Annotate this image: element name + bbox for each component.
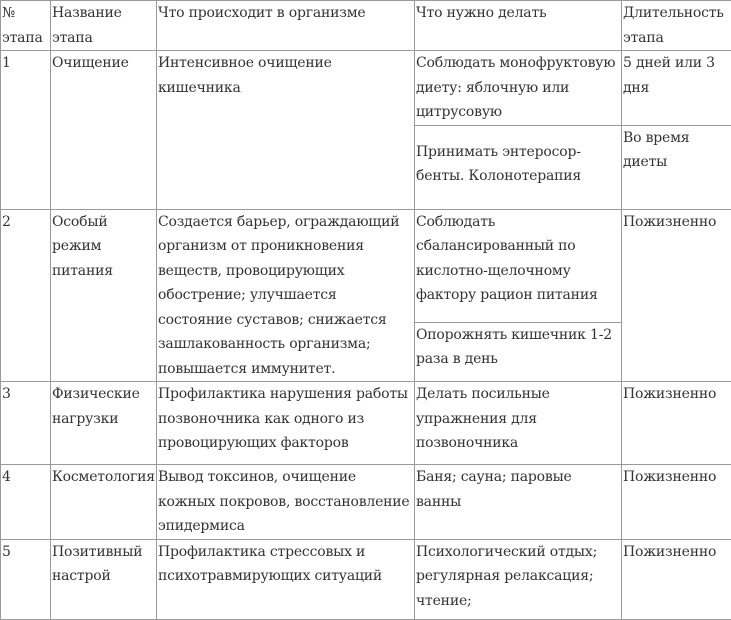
stage-duration: Во время диеты — [622, 125, 731, 209]
stage-duration: Пожизненно — [622, 209, 731, 382]
stage-effect: Вывод токсинов, очищение кожных покровов, восстановление эпидермиса — [157, 465, 415, 540]
stage-action: Делать посильные упражнения для позвоночника — [415, 382, 622, 465]
stage-effect: Создается барьер, ограждающий организм от проникновения веществ, провоцирующих обострение; улучшается состояние суставов; снижается зашлакованность организма; повышается иммунитет. — [157, 209, 415, 382]
stage-number: 2 — [1, 209, 51, 382]
stage-name: Очищение — [51, 51, 157, 210]
header-stage-number: № этапа — [1, 1, 51, 51]
stage-duration: Пожизненно — [622, 539, 731, 619]
stage-name: Особый режим питания — [51, 209, 157, 382]
stage-duration: Пожизненно — [622, 382, 731, 465]
stage-number: 5 — [1, 539, 51, 619]
table-row — [1, 539, 731, 619]
stage-name: Косметология — [51, 465, 157, 540]
stage-name: Физические нагрузки — [51, 382, 157, 465]
table-row — [1, 465, 731, 540]
stage-action: Принимать энтеросор-бенты. Колонотерапия — [415, 125, 622, 209]
stage-action: Баня; сауна; паровые ванны — [415, 465, 622, 540]
header-duration: Длительность этапа — [622, 1, 731, 51]
table-row — [1, 209, 731, 322]
stage-duration: 5 дней или 3 дня — [622, 51, 731, 126]
stage-action: Психологический отдых; регулярная релаксация; чтение; — [415, 539, 622, 619]
stage-number: 4 — [1, 465, 51, 540]
stage-effect: Профилактика нарушения работы позвоночника как одного из провоцирующих факторов — [157, 382, 415, 465]
table-header-row — [1, 1, 731, 51]
stage-action: Опорожнять кишечник 1-2 раза в день — [415, 322, 622, 381]
stage-action: Соблюдать монофруктовую диету: яблочную или цитрусовую — [415, 51, 622, 126]
header-actions: Что нужно делать — [415, 1, 622, 51]
table-row — [1, 51, 731, 126]
stage-effect: Интенсивное очищение кишечника — [157, 51, 415, 210]
stage-action: Соблюдать сбалансированный по кислотно-щелочному фактору рацион питания — [415, 209, 622, 322]
stage-number: 1 — [1, 51, 51, 210]
header-stage-name: Название этапа — [51, 1, 157, 51]
header-body-effect: Что происходит в организме — [157, 1, 415, 51]
stage-name: Позитивный настрой — [51, 539, 157, 619]
table-row — [1, 382, 731, 465]
stage-number: 3 — [1, 382, 51, 465]
stage-effect: Профилактика стрессовых и психотравмирующих ситуаций — [157, 539, 415, 619]
stage-duration: Пожизненно — [622, 465, 731, 540]
